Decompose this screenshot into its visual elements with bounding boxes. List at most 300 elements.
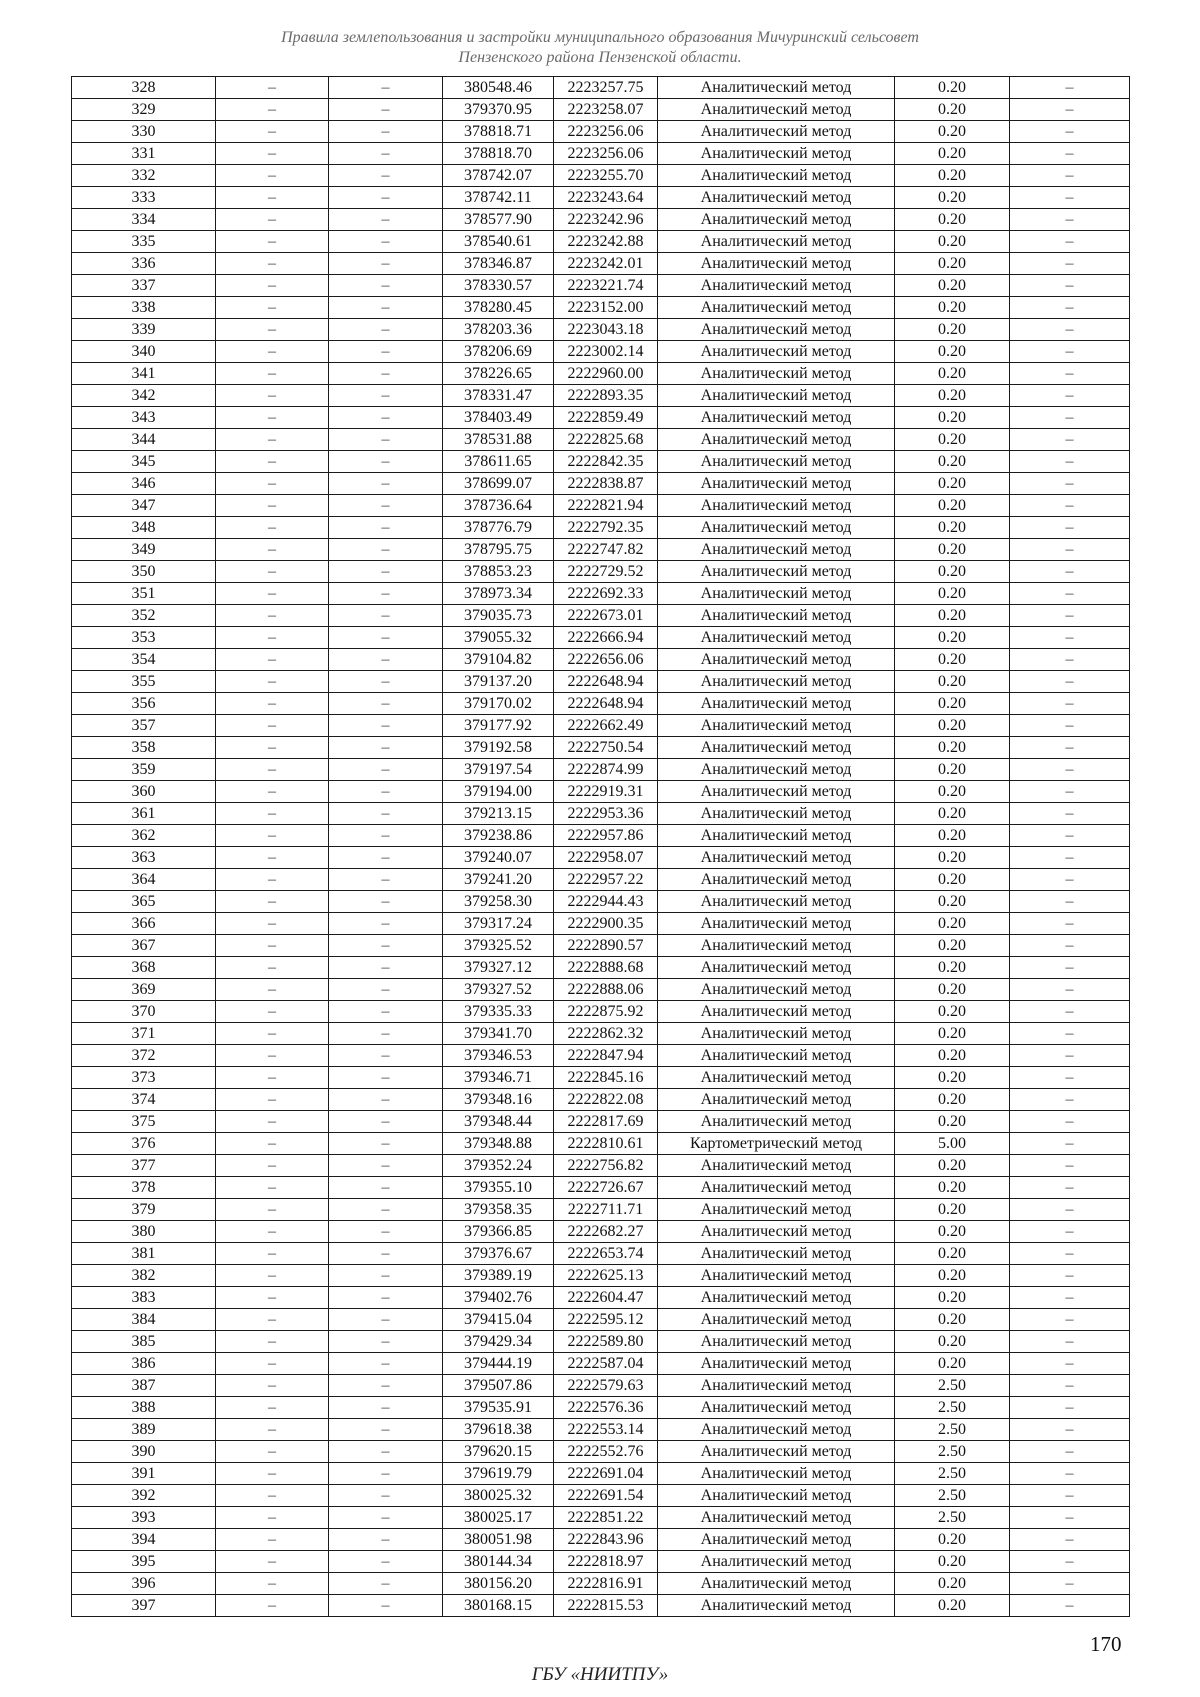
y-coordinate-cell: 2222843.96 [554, 1529, 658, 1551]
accuracy-cell: 5.00 [895, 1133, 1010, 1155]
accuracy-cell: 0.20 [895, 1221, 1010, 1243]
method-cell: Аналитический метод [658, 1067, 895, 1089]
method-cell: Аналитический метод [658, 1375, 895, 1397]
point-number-cell: 376 [72, 1133, 216, 1155]
empty-y-cell: – [329, 473, 443, 495]
method-cell: Аналитический метод [658, 143, 895, 165]
coordinates-table [71, 76, 1130, 1617]
table-row [72, 737, 1130, 759]
empty-x-cell: – [216, 231, 329, 253]
x-coordinate-cell: 379194.00 [443, 781, 554, 803]
description-cell: – [1010, 517, 1130, 539]
x-coordinate-cell: 379352.24 [443, 1155, 554, 1177]
empty-y-cell: – [329, 385, 443, 407]
empty-y-cell: – [329, 143, 443, 165]
empty-x-cell: – [216, 1155, 329, 1177]
x-coordinate-cell: 379402.76 [443, 1287, 554, 1309]
method-cell: Аналитический метод [658, 891, 895, 913]
y-coordinate-cell: 2222919.31 [554, 781, 658, 803]
table-row [72, 1529, 1130, 1551]
y-coordinate-cell: 2223221.74 [554, 275, 658, 297]
x-coordinate-cell: 380051.98 [443, 1529, 554, 1551]
x-coordinate-cell: 379035.73 [443, 605, 554, 627]
empty-y-cell: – [329, 1375, 443, 1397]
description-cell: – [1010, 429, 1130, 451]
table-row [72, 1243, 1130, 1265]
point-number-cell: 353 [72, 627, 216, 649]
description-cell: – [1010, 649, 1130, 671]
y-coordinate-cell: 2222862.32 [554, 1023, 658, 1045]
empty-y-cell: – [329, 1441, 443, 1463]
x-coordinate-cell: 379507.86 [443, 1375, 554, 1397]
point-number-cell: 334 [72, 209, 216, 231]
table-row [72, 869, 1130, 891]
x-coordinate-cell: 378226.65 [443, 363, 554, 385]
empty-x-cell: – [216, 737, 329, 759]
empty-y-cell: – [329, 979, 443, 1001]
empty-y-cell: – [329, 407, 443, 429]
table-row [72, 781, 1130, 803]
description-cell: – [1010, 385, 1130, 407]
table-row [72, 121, 1130, 143]
y-coordinate-cell: 2222893.35 [554, 385, 658, 407]
empty-x-cell: – [216, 1595, 329, 1617]
point-number-cell: 352 [72, 605, 216, 627]
x-coordinate-cell: 378742.11 [443, 187, 554, 209]
x-coordinate-cell: 380156.20 [443, 1573, 554, 1595]
empty-y-cell: – [329, 1595, 443, 1617]
y-coordinate-cell: 2222810.61 [554, 1133, 658, 1155]
empty-x-cell: – [216, 1089, 329, 1111]
empty-x-cell: – [216, 1045, 329, 1067]
description-cell: – [1010, 1397, 1130, 1419]
accuracy-cell: 0.20 [895, 693, 1010, 715]
description-cell: – [1010, 1111, 1130, 1133]
accuracy-cell: 0.20 [895, 1155, 1010, 1177]
point-number-cell: 331 [72, 143, 216, 165]
x-coordinate-cell: 379415.04 [443, 1309, 554, 1331]
empty-y-cell: – [329, 957, 443, 979]
table-row [72, 1265, 1130, 1287]
accuracy-cell: 0.20 [895, 979, 1010, 1001]
accuracy-cell: 0.20 [895, 847, 1010, 869]
description-cell: – [1010, 1551, 1130, 1573]
point-number-cell: 385 [72, 1331, 216, 1353]
x-coordinate-cell: 379170.02 [443, 693, 554, 715]
accuracy-cell: 0.20 [895, 1177, 1010, 1199]
accuracy-cell: 0.20 [895, 253, 1010, 275]
x-coordinate-cell: 379177.92 [443, 715, 554, 737]
empty-y-cell: – [329, 1177, 443, 1199]
empty-x-cell: – [216, 429, 329, 451]
method-cell: Аналитический метод [658, 913, 895, 935]
empty-y-cell: – [329, 231, 443, 253]
y-coordinate-cell: 2222847.94 [554, 1045, 658, 1067]
description-cell: – [1010, 737, 1130, 759]
empty-y-cell: – [329, 627, 443, 649]
point-number-cell: 381 [72, 1243, 216, 1265]
y-coordinate-cell: 2222711.71 [554, 1199, 658, 1221]
method-cell: Аналитический метод [658, 517, 895, 539]
method-cell: Аналитический метод [658, 121, 895, 143]
x-coordinate-cell: 379327.12 [443, 957, 554, 979]
x-coordinate-cell: 379429.34 [443, 1331, 554, 1353]
empty-y-cell: – [329, 1573, 443, 1595]
accuracy-cell: 0.20 [895, 957, 1010, 979]
empty-y-cell: – [329, 1155, 443, 1177]
table-row [72, 187, 1130, 209]
point-number-cell: 379 [72, 1199, 216, 1221]
description-cell: – [1010, 759, 1130, 781]
method-cell: Аналитический метод [658, 957, 895, 979]
method-cell: Аналитический метод [658, 253, 895, 275]
empty-x-cell: – [216, 1375, 329, 1397]
coordinates-table-body [72, 77, 1130, 1617]
y-coordinate-cell: 2223243.64 [554, 187, 658, 209]
accuracy-cell: 0.20 [895, 451, 1010, 473]
point-number-cell: 375 [72, 1111, 216, 1133]
empty-y-cell: – [329, 1331, 443, 1353]
accuracy-cell: 0.20 [895, 407, 1010, 429]
empty-y-cell: – [329, 825, 443, 847]
description-cell: – [1010, 781, 1130, 803]
method-cell: Аналитический метод [658, 1155, 895, 1177]
empty-x-cell: – [216, 759, 329, 781]
empty-y-cell: – [329, 319, 443, 341]
table-row [72, 253, 1130, 275]
description-cell: – [1010, 341, 1130, 363]
y-coordinate-cell: 2223255.70 [554, 165, 658, 187]
table-row [72, 517, 1130, 539]
empty-x-cell: – [216, 561, 329, 583]
point-number-cell: 386 [72, 1353, 216, 1375]
empty-y-cell: – [329, 187, 443, 209]
method-cell: Аналитический метод [658, 385, 895, 407]
empty-x-cell: – [216, 957, 329, 979]
x-coordinate-cell: 379348.44 [443, 1111, 554, 1133]
x-coordinate-cell: 378531.88 [443, 429, 554, 451]
empty-y-cell: – [329, 253, 443, 275]
empty-x-cell: – [216, 803, 329, 825]
description-cell: – [1010, 297, 1130, 319]
y-coordinate-cell: 2222818.97 [554, 1551, 658, 1573]
empty-x-cell: – [216, 209, 329, 231]
description-cell: – [1010, 319, 1130, 341]
description-cell: – [1010, 561, 1130, 583]
table-row [72, 847, 1130, 869]
description-cell: – [1010, 209, 1130, 231]
y-coordinate-cell: 2222859.49 [554, 407, 658, 429]
description-cell: – [1010, 825, 1130, 847]
empty-x-cell: – [216, 847, 329, 869]
method-cell: Аналитический метод [658, 1309, 895, 1331]
y-coordinate-cell: 2222579.63 [554, 1375, 658, 1397]
accuracy-cell: 0.20 [895, 1529, 1010, 1551]
description-cell: – [1010, 77, 1130, 99]
empty-x-cell: – [216, 297, 329, 319]
point-number-cell: 387 [72, 1375, 216, 1397]
description-cell: – [1010, 671, 1130, 693]
empty-x-cell: – [216, 1287, 329, 1309]
empty-y-cell: – [329, 495, 443, 517]
y-coordinate-cell: 2222953.36 [554, 803, 658, 825]
empty-x-cell: – [216, 473, 329, 495]
description-cell: – [1010, 1243, 1130, 1265]
y-coordinate-cell: 2222875.92 [554, 1001, 658, 1023]
y-coordinate-cell: 2223242.01 [554, 253, 658, 275]
x-coordinate-cell: 379213.15 [443, 803, 554, 825]
accuracy-cell: 0.20 [895, 385, 1010, 407]
accuracy-cell: 0.20 [895, 605, 1010, 627]
accuracy-cell: 0.20 [895, 539, 1010, 561]
table-row [72, 693, 1130, 715]
empty-y-cell: – [329, 649, 443, 671]
y-coordinate-cell: 2223152.00 [554, 297, 658, 319]
description-cell: – [1010, 935, 1130, 957]
x-coordinate-cell: 378699.07 [443, 473, 554, 495]
point-number-cell: 392 [72, 1485, 216, 1507]
method-cell: Аналитический метод [658, 165, 895, 187]
method-cell: Аналитический метод [658, 1397, 895, 1419]
table-row [72, 627, 1130, 649]
description-cell: – [1010, 1485, 1130, 1507]
table-row [72, 1573, 1130, 1595]
empty-y-cell: – [329, 1485, 443, 1507]
x-coordinate-cell: 379358.35 [443, 1199, 554, 1221]
accuracy-cell: 0.20 [895, 121, 1010, 143]
description-cell: – [1010, 539, 1130, 561]
empty-y-cell: – [329, 209, 443, 231]
description-cell: – [1010, 803, 1130, 825]
description-cell: – [1010, 1045, 1130, 1067]
table-row [72, 1133, 1130, 1155]
table-row [72, 1441, 1130, 1463]
table-row [72, 671, 1130, 693]
point-number-cell: 358 [72, 737, 216, 759]
method-cell: Аналитический метод [658, 935, 895, 957]
method-cell: Аналитический метод [658, 1023, 895, 1045]
point-number-cell: 388 [72, 1397, 216, 1419]
y-coordinate-cell: 2222815.53 [554, 1595, 658, 1617]
method-cell: Аналитический метод [658, 473, 895, 495]
table-row [72, 957, 1130, 979]
description-cell: – [1010, 1287, 1130, 1309]
x-coordinate-cell: 379618.38 [443, 1419, 554, 1441]
table-row [72, 473, 1130, 495]
point-number-cell: 344 [72, 429, 216, 451]
y-coordinate-cell: 2222874.99 [554, 759, 658, 781]
y-coordinate-cell: 2222792.35 [554, 517, 658, 539]
x-coordinate-cell: 379055.32 [443, 627, 554, 649]
table-row [72, 1309, 1130, 1331]
description-cell: – [1010, 121, 1130, 143]
empty-y-cell: – [329, 1089, 443, 1111]
point-number-cell: 360 [72, 781, 216, 803]
point-number-cell: 365 [72, 891, 216, 913]
empty-x-cell: – [216, 649, 329, 671]
table-row [72, 297, 1130, 319]
table-row [72, 319, 1130, 341]
header-line-2: Пензенского района Пензенской области. [458, 49, 742, 66]
empty-x-cell: – [216, 1441, 329, 1463]
method-cell: Аналитический метод [658, 407, 895, 429]
point-number-cell: 393 [72, 1507, 216, 1529]
table-row [72, 1331, 1130, 1353]
description-cell: – [1010, 495, 1130, 517]
accuracy-cell: 0.20 [895, 891, 1010, 913]
table-row [72, 1419, 1130, 1441]
x-coordinate-cell: 378973.34 [443, 583, 554, 605]
y-coordinate-cell: 2222553.14 [554, 1419, 658, 1441]
description-cell: – [1010, 715, 1130, 737]
point-number-cell: 368 [72, 957, 216, 979]
accuracy-cell: 0.20 [895, 869, 1010, 891]
method-cell: Аналитический метод [658, 1485, 895, 1507]
point-number-cell: 371 [72, 1023, 216, 1045]
x-coordinate-cell: 379376.67 [443, 1243, 554, 1265]
point-number-cell: 395 [72, 1551, 216, 1573]
accuracy-cell: 0.20 [895, 1067, 1010, 1089]
x-coordinate-cell: 379192.58 [443, 737, 554, 759]
empty-y-cell: – [329, 1463, 443, 1485]
empty-x-cell: – [216, 1111, 329, 1133]
x-coordinate-cell: 379389.19 [443, 1265, 554, 1287]
description-cell: – [1010, 407, 1130, 429]
y-coordinate-cell: 2222750.54 [554, 737, 658, 759]
accuracy-cell: 0.20 [895, 1111, 1010, 1133]
accuracy-cell: 2.50 [895, 1463, 1010, 1485]
y-coordinate-cell: 2222851.22 [554, 1507, 658, 1529]
table-row [72, 385, 1130, 407]
accuracy-cell: 0.20 [895, 1309, 1010, 1331]
method-cell: Аналитический метод [658, 1111, 895, 1133]
description-cell: – [1010, 1529, 1130, 1551]
x-coordinate-cell: 378818.71 [443, 121, 554, 143]
table-row [72, 825, 1130, 847]
empty-y-cell: – [329, 1309, 443, 1331]
table-row [72, 231, 1130, 253]
empty-x-cell: – [216, 1133, 329, 1155]
y-coordinate-cell: 2222648.94 [554, 693, 658, 715]
y-coordinate-cell: 2223002.14 [554, 341, 658, 363]
point-number-cell: 396 [72, 1573, 216, 1595]
table-row [72, 605, 1130, 627]
point-number-cell: 329 [72, 99, 216, 121]
x-coordinate-cell: 378742.07 [443, 165, 554, 187]
point-number-cell: 341 [72, 363, 216, 385]
y-coordinate-cell: 2222747.82 [554, 539, 658, 561]
y-coordinate-cell: 2222944.43 [554, 891, 658, 913]
empty-x-cell: – [216, 1419, 329, 1441]
y-coordinate-cell: 2222653.74 [554, 1243, 658, 1265]
method-cell: Аналитический метод [658, 869, 895, 891]
accuracy-cell: 0.20 [895, 209, 1010, 231]
point-number-cell: 335 [72, 231, 216, 253]
method-cell: Аналитический метод [658, 605, 895, 627]
point-number-cell: 332 [72, 165, 216, 187]
method-cell: Аналитический метод [658, 209, 895, 231]
accuracy-cell: 0.20 [895, 363, 1010, 385]
empty-x-cell: – [216, 275, 329, 297]
empty-x-cell: – [216, 517, 329, 539]
empty-y-cell: – [329, 1067, 443, 1089]
empty-x-cell: – [216, 979, 329, 1001]
y-coordinate-cell: 2223043.18 [554, 319, 658, 341]
table-row [72, 583, 1130, 605]
y-coordinate-cell: 2222625.13 [554, 1265, 658, 1287]
y-coordinate-cell: 2222756.82 [554, 1155, 658, 1177]
method-cell: Аналитический метод [658, 781, 895, 803]
accuracy-cell: 0.20 [895, 1001, 1010, 1023]
y-coordinate-cell: 2222604.47 [554, 1287, 658, 1309]
y-coordinate-cell: 2222890.57 [554, 935, 658, 957]
empty-x-cell: – [216, 187, 329, 209]
description-cell: – [1010, 1177, 1130, 1199]
empty-y-cell: – [329, 561, 443, 583]
header-line-1: Правила землепользования и застройки муниципального образования Мичуринский сельсовет [281, 29, 919, 46]
table-row [72, 1001, 1130, 1023]
description-cell: – [1010, 1353, 1130, 1375]
accuracy-cell: 0.20 [895, 1089, 1010, 1111]
y-coordinate-cell: 2222958.07 [554, 847, 658, 869]
y-coordinate-cell: 2223256.06 [554, 143, 658, 165]
accuracy-cell: 0.20 [895, 715, 1010, 737]
empty-x-cell: – [216, 1177, 329, 1199]
empty-x-cell: – [216, 935, 329, 957]
description-cell: – [1010, 275, 1130, 297]
method-cell: Аналитический метод [658, 671, 895, 693]
accuracy-cell: 0.20 [895, 935, 1010, 957]
point-number-cell: 380 [72, 1221, 216, 1243]
table-row [72, 209, 1130, 231]
accuracy-cell: 0.20 [895, 517, 1010, 539]
description-cell: – [1010, 1331, 1130, 1353]
description-cell: – [1010, 627, 1130, 649]
empty-y-cell: – [329, 1045, 443, 1067]
empty-x-cell: – [216, 143, 329, 165]
y-coordinate-cell: 2222957.86 [554, 825, 658, 847]
point-number-cell: 364 [72, 869, 216, 891]
empty-y-cell: – [329, 1419, 443, 1441]
table-row [72, 341, 1130, 363]
x-coordinate-cell: 378795.75 [443, 539, 554, 561]
empty-y-cell: – [329, 1111, 443, 1133]
point-number-cell: 346 [72, 473, 216, 495]
description-cell: – [1010, 1133, 1130, 1155]
point-number-cell: 378 [72, 1177, 216, 1199]
empty-y-cell: – [329, 583, 443, 605]
table-row [72, 561, 1130, 583]
accuracy-cell: 0.20 [895, 649, 1010, 671]
table-row [72, 1287, 1130, 1309]
y-coordinate-cell: 2222957.22 [554, 869, 658, 891]
empty-x-cell: – [216, 99, 329, 121]
point-number-cell: 377 [72, 1155, 216, 1177]
description-cell: – [1010, 957, 1130, 979]
description-cell: – [1010, 99, 1130, 121]
y-coordinate-cell: 2223257.75 [554, 77, 658, 99]
accuracy-cell: 0.20 [895, 913, 1010, 935]
x-coordinate-cell: 378818.70 [443, 143, 554, 165]
x-coordinate-cell: 378206.69 [443, 341, 554, 363]
table-row [72, 143, 1130, 165]
point-number-cell: 339 [72, 319, 216, 341]
description-cell: – [1010, 1595, 1130, 1617]
description-cell: – [1010, 847, 1130, 869]
y-coordinate-cell: 2222888.68 [554, 957, 658, 979]
x-coordinate-cell: 379240.07 [443, 847, 554, 869]
empty-y-cell: – [329, 1507, 443, 1529]
